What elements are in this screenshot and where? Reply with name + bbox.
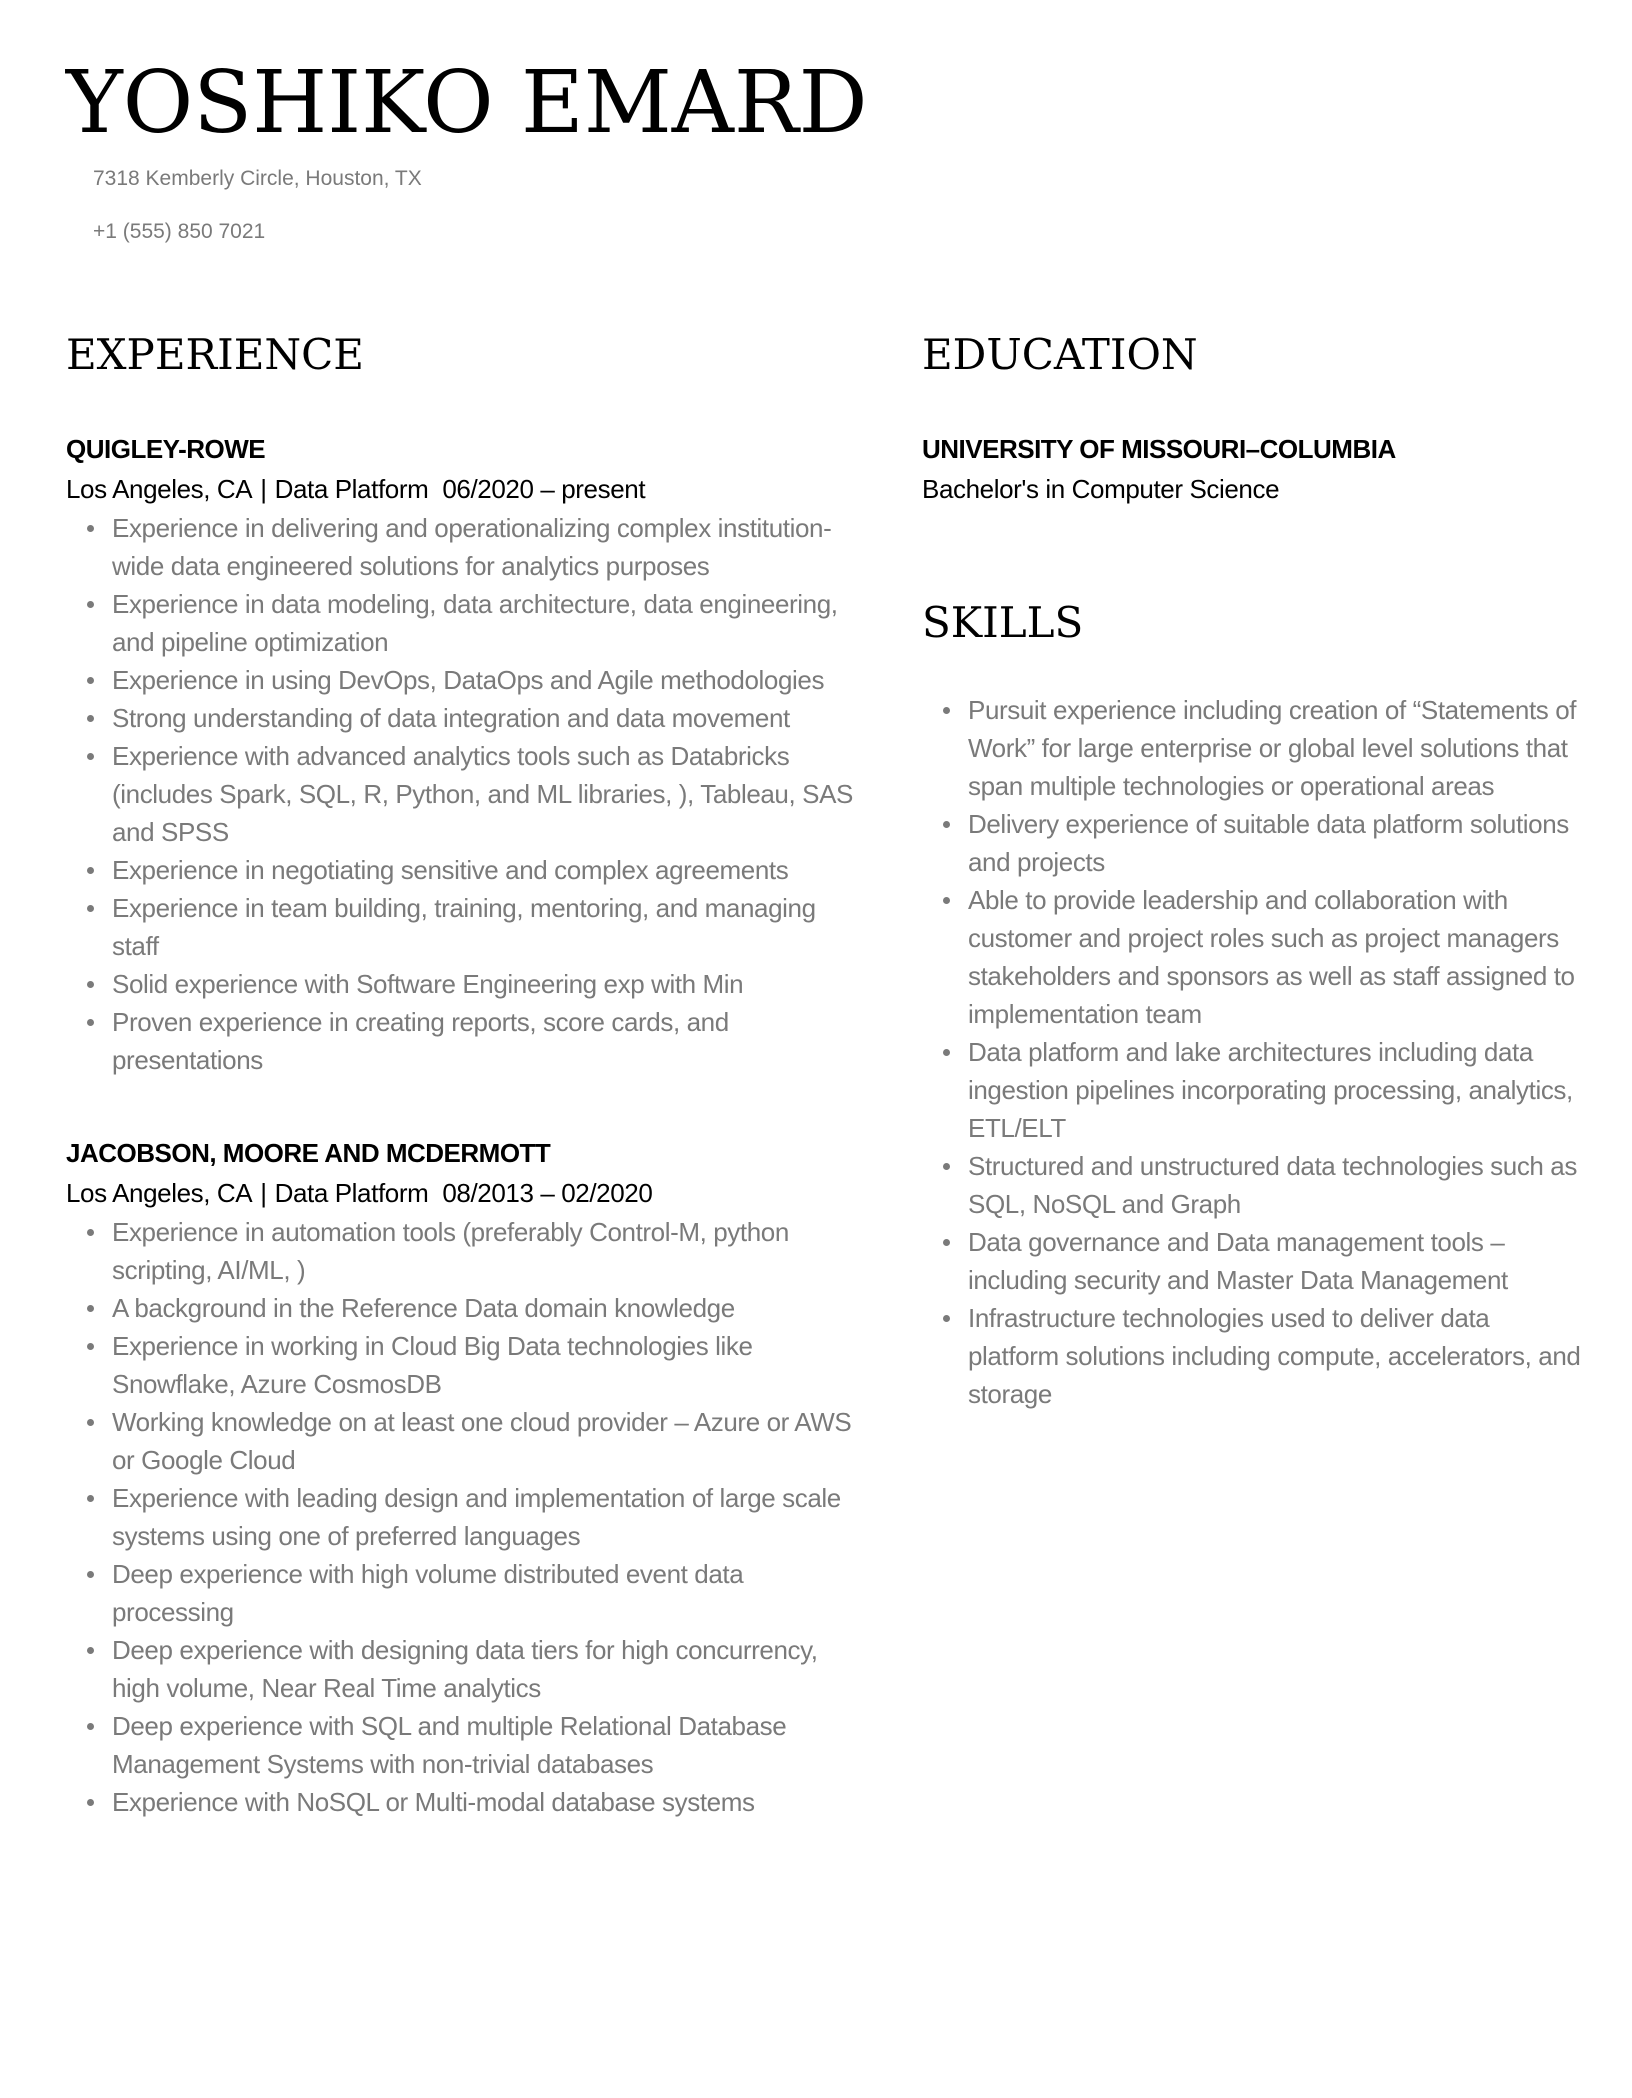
job-bullet: Solid experience with Software Engineering exp with Min: [66, 965, 866, 1003]
job-bullet: Experience with advanced analytics tools such as Databricks (includes Spark, SQL, R, Python, and ML libraries, ), Tableau, SAS and SPSS: [66, 737, 866, 851]
job-meta: [66, 469, 866, 509]
job-meta-separator: |: [260, 1178, 267, 1209]
skill-item: Infrastructure technologies used to deliver data platform solutions including compute, accelerators, and storage: [922, 1299, 1582, 1413]
job-bullet: Experience in working in Cloud Big Data technologies like Snowflake, Azure CosmosDB: [66, 1327, 866, 1403]
education-school: UNIVERSITY OF MISSOURI–COLUMBIA: [922, 434, 1396, 465]
job-bullet: Deep experience with SQL and multiple Relational Database Management Systems with non-trivial databases: [66, 1707, 866, 1783]
job-location: Los Angeles, CA: [66, 1178, 253, 1209]
education-degree: Bachelor's in Computer Science: [922, 474, 1280, 505]
skills-heading: SKILLS: [922, 598, 1084, 648]
left-column: [66, 330, 866, 1821]
job-bullet: A background in the Reference Data domain knowledge: [66, 1289, 866, 1327]
job-bullet: Deep experience with designing data tiers for high concurrency, high volume, Near Real Time analytics: [66, 1631, 866, 1707]
job-bullet: Deep experience with high volume distributed event data processing: [66, 1555, 866, 1631]
job-entry: [66, 429, 866, 1079]
right-column: [922, 330, 1582, 1413]
job-bullet: Experience in using DevOps, DataOps and Agile methodologies: [66, 661, 866, 699]
skills-list: [922, 691, 1582, 1413]
job-meta: [66, 1173, 866, 1213]
skill-item: Data platform and lake architectures including data ingestion pipelines incorporating processing, analytics, ETL/ELT: [922, 1033, 1582, 1147]
job-company: JACOBSON, MOORE AND MCDERMOTT: [66, 1138, 551, 1169]
experience-heading: EXPERIENCE: [66, 330, 364, 379]
job-bullet: Experience in negotiating sensitive and complex agreements: [66, 851, 866, 889]
job-role: Data Platform: [274, 474, 429, 505]
job-bullet: Proven experience in creating reports, score cards, and presentations: [66, 1003, 866, 1079]
job-bullet: Working knowledge on at least one cloud provider – Azure or AWS or Google Cloud: [66, 1403, 866, 1479]
skill-item: Structured and unstructured data technologies such as SQL, NoSQL and Graph: [922, 1147, 1582, 1223]
job-location: Los Angeles, CA: [66, 474, 253, 505]
job-meta-separator: |: [260, 474, 267, 505]
skill-item: Delivery experience of suitable data platform solutions and projects: [922, 805, 1582, 881]
job-company: QUIGLEY-ROWE: [66, 434, 266, 465]
job-bullet: Experience with leading design and implementation of large scale systems using one of preferred languages: [66, 1479, 866, 1555]
job-bullet-list: [66, 509, 866, 1079]
skill-item: Pursuit experience including creation of “Statements of Work” for large enterprise or global level solutions that span multiple technologies or operational areas: [922, 691, 1582, 805]
skill-item: Data governance and Data management tools – including security and Master Data Management: [922, 1223, 1582, 1299]
job-entry: [66, 1133, 866, 1821]
candidate-name: YOSHIKO EMARD: [66, 53, 868, 153]
job-dates: 08/2013 – 02/2020: [442, 1178, 653, 1209]
job-bullet: Strong understanding of data integration and data movement: [66, 699, 866, 737]
job-bullet: Experience in team building, training, mentoring, and managing staff: [66, 889, 866, 965]
address: 7318 Kemberly Circle, Houston, TX: [93, 167, 422, 190]
skill-item: Able to provide leadership and collaboration with customer and project roles such as project managers stakeholders and sponsors as well as staff assigned to implementation team: [922, 881, 1582, 1033]
job-dates: 06/2020 – present: [442, 474, 646, 505]
job-role: Data Platform: [274, 1178, 429, 1209]
job-bullet: Experience with NoSQL or Multi-modal database systems: [66, 1783, 866, 1821]
job-bullet: Experience in data modeling, data architecture, data engineering, and pipeline optimization: [66, 585, 866, 661]
job-bullet: Experience in delivering and operationalizing complex institution-wide data engineered solutions for analytics purposes: [66, 509, 866, 585]
phone-number: +1 (555) 850 7021: [93, 220, 266, 243]
education-heading: EDUCATION: [922, 330, 1198, 379]
job-bullet-list: [66, 1213, 866, 1821]
job-bullet: Experience in automation tools (preferably Control-M, python scripting, AI/ML, ): [66, 1213, 866, 1289]
